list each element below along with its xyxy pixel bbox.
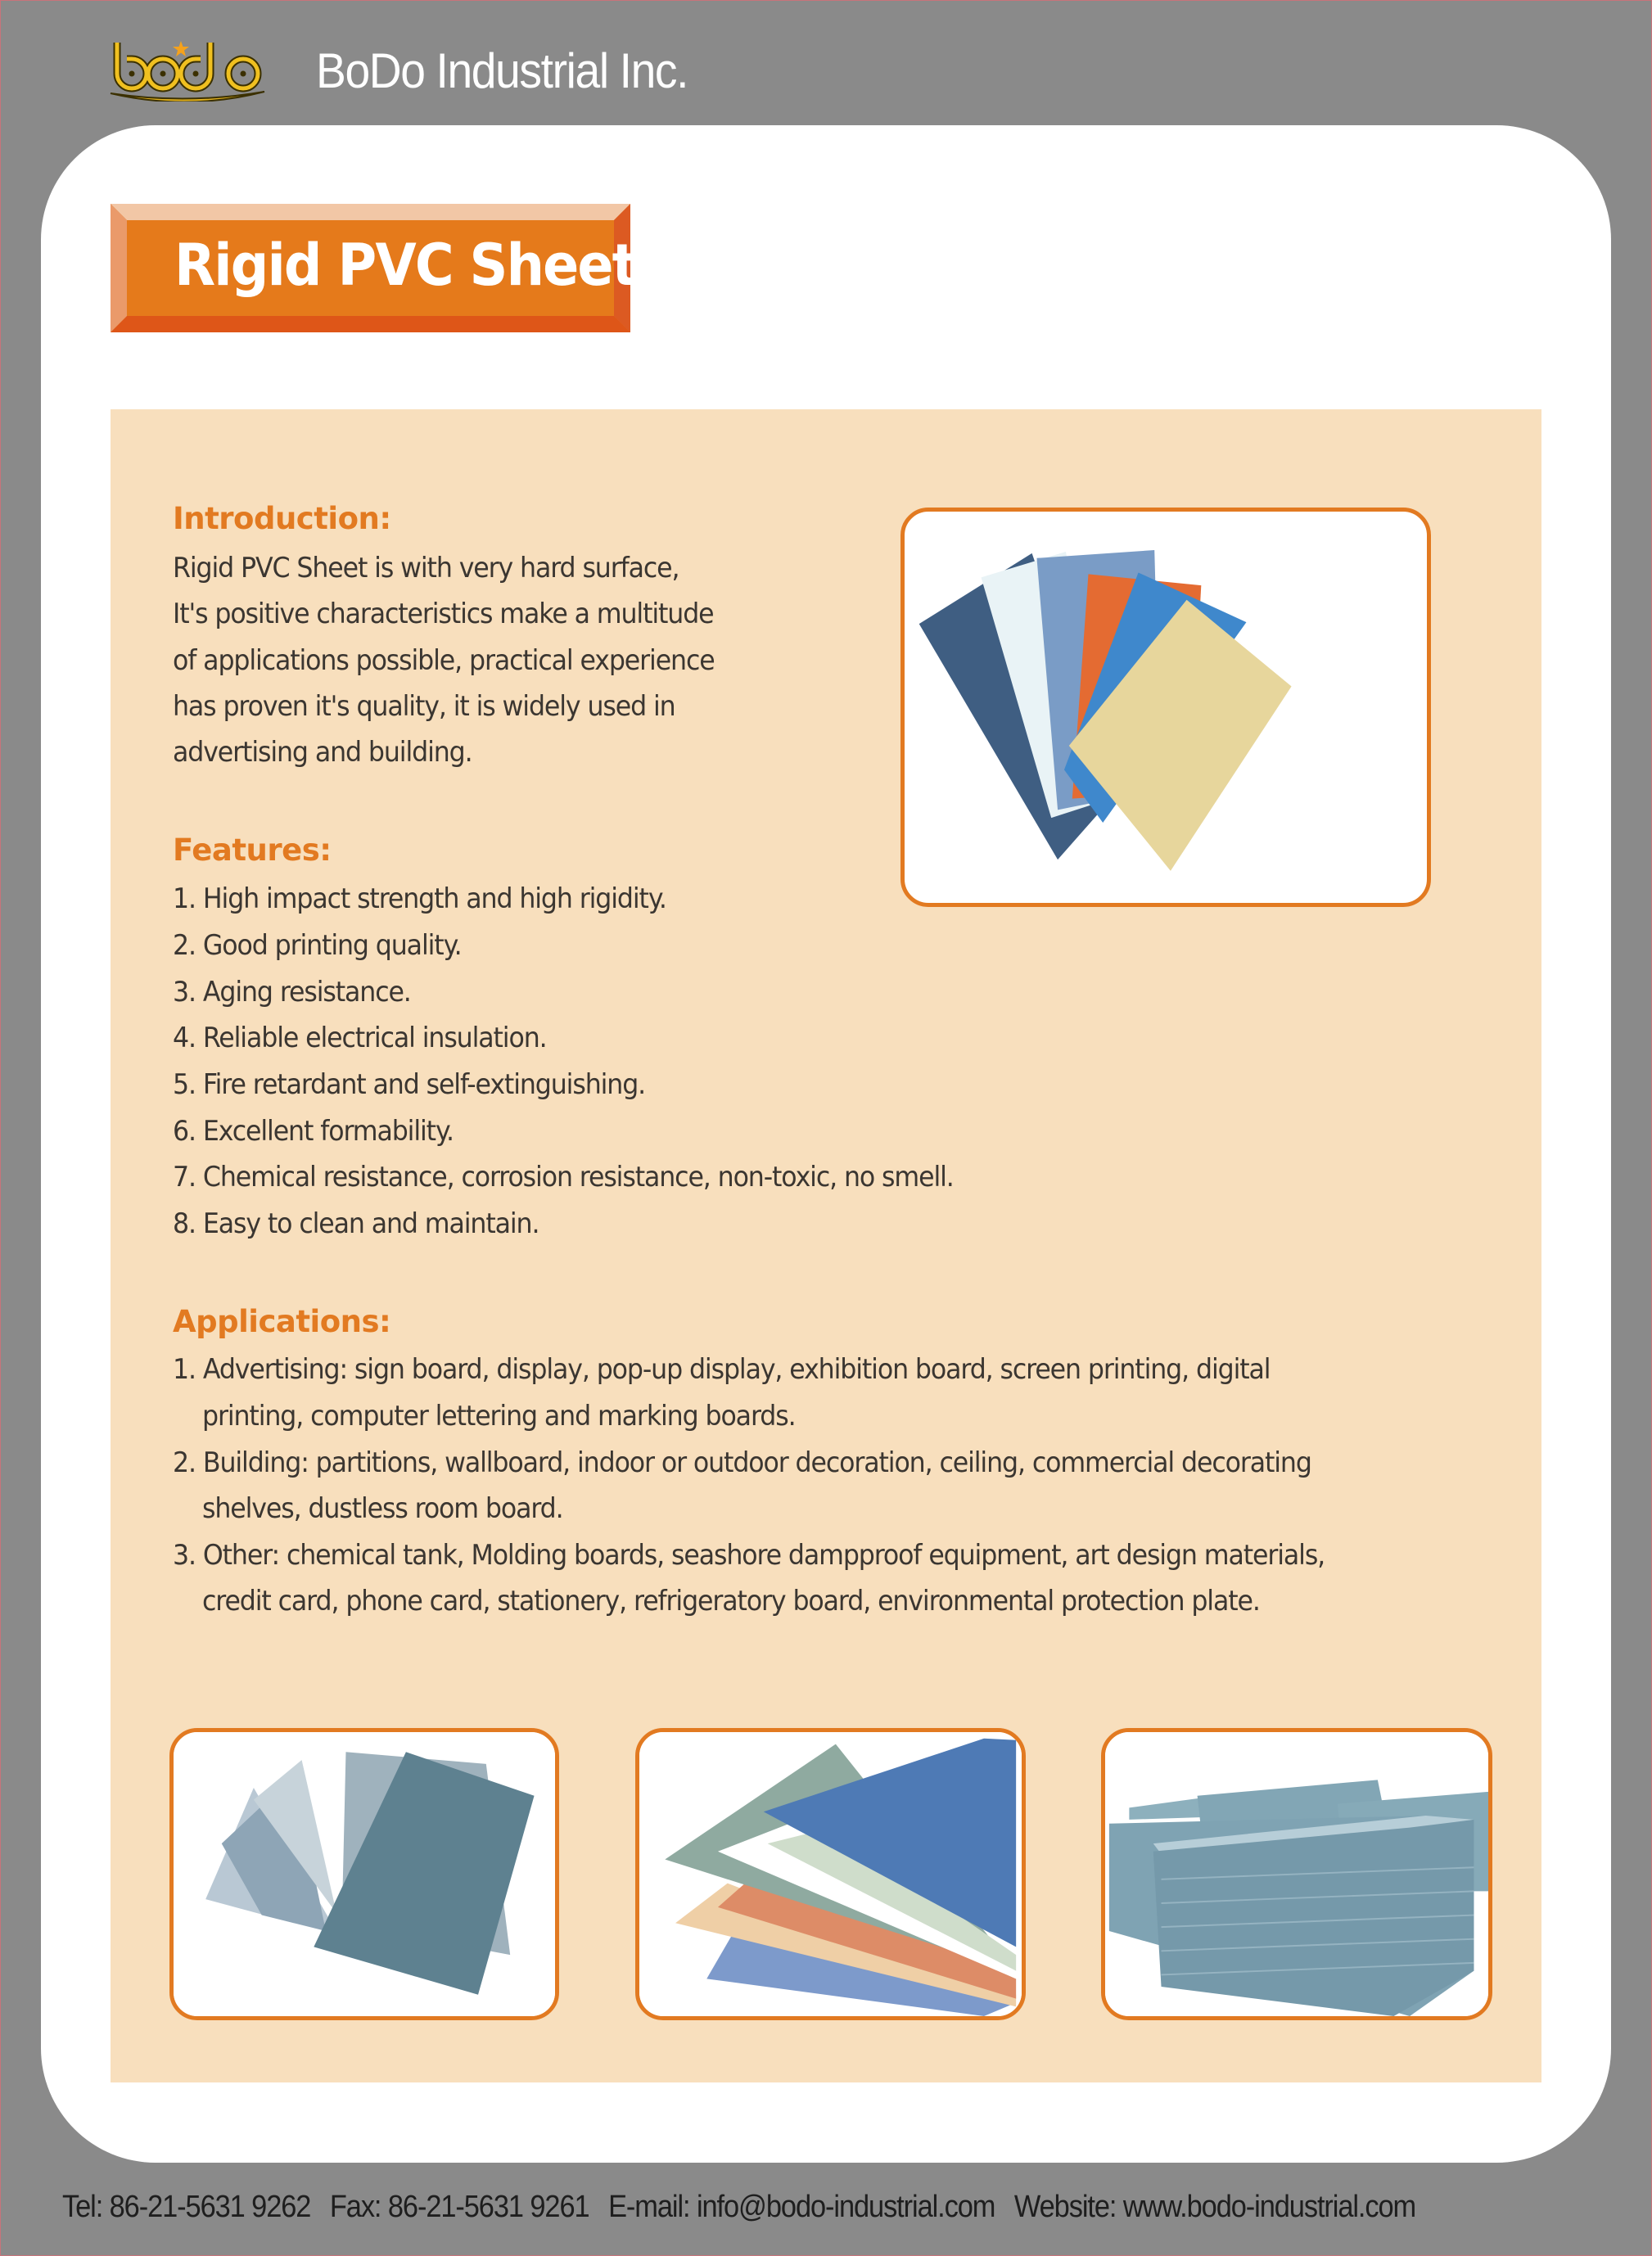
feature-item: 2. Good printing quality. [173,929,462,962]
footer-website[interactable]: Website: www.bodo-industrial.com [1013,2190,1416,2224]
intro-line: has proven it's quality, it is widely used in [173,690,675,723]
feature-item: 7. Chemical resistance, corrosion resistance, non-toxic, no smell. [173,1161,954,1193]
application-item: 3. Other: chemical tank, Molding boards, seashore dampproof equipment, art design materials, [173,1539,1325,1572]
application-item-continued: credit card, phone card, stationery, refrigeratory board, environmental protection plate. [202,1585,1260,1618]
feature-item: 5. Fire retardant and self-extinguishing. [173,1068,646,1101]
features-heading: Features: [173,832,332,868]
application-item-continued: printing, computer lettering and marking boards. [202,1400,796,1433]
contact-footer [62,2190,1435,2225]
intro-line: Rigid PVC Sheet is with very hard surface, [173,552,679,584]
application-item: 1. Advertising: sign board, display, pop-up display, exhibition board, screen printing, digital [173,1353,1271,1386]
intro-line: advertising and building. [173,736,472,769]
stacked-pvc-sheets-image [1105,1732,1488,2016]
intro-line: It's positive characteristics make a multitude [173,598,714,630]
footer-tel: Tel: 86-21-5631 9262 [62,2190,311,2224]
footer-email[interactable]: E-mail: info@bodo-industrial.com [608,2190,995,2224]
feature-item: 3. Aging resistance. [173,976,411,1008]
feature-item: 1. High impact strength and high rigidity. [173,882,666,915]
footer-fax: Fax: 86-21-5631 9261 [329,2190,589,2224]
application-item-continued: shelves, dustless room board. [202,1492,563,1525]
multicolor-pvc-sheets-image [639,1732,1022,2016]
feature-item: 4. Reliable electrical insulation. [173,1022,547,1054]
page-title-banner [111,204,636,332]
product-photo-2 [635,1728,1026,2020]
feature-item: 8. Easy to clean and maintain. [173,1207,539,1240]
bodo-logo-icon [109,36,266,102]
feature-item: 6. Excellent formability. [173,1115,454,1148]
grey-pvc-sheets-image [174,1732,555,2016]
hero-product-photo [900,508,1431,907]
pvc-sheets-fan-image [905,512,1427,903]
page-title: Rigid PVC Sheet [174,232,636,299]
applications-heading: Applications: [173,1304,391,1339]
product-photo-1 [169,1728,559,2020]
product-photo-3 [1101,1728,1492,2020]
bodo-logo [109,36,266,102]
introduction-heading: Introduction: [173,501,391,536]
application-item: 2. Building: partitions, wallboard, indoor or outdoor decoration, ceiling, commercial decorating [173,1446,1311,1479]
intro-line: of applications possible, practical experience [173,644,715,677]
company-name: BoDo Industrial Inc. [316,43,688,98]
